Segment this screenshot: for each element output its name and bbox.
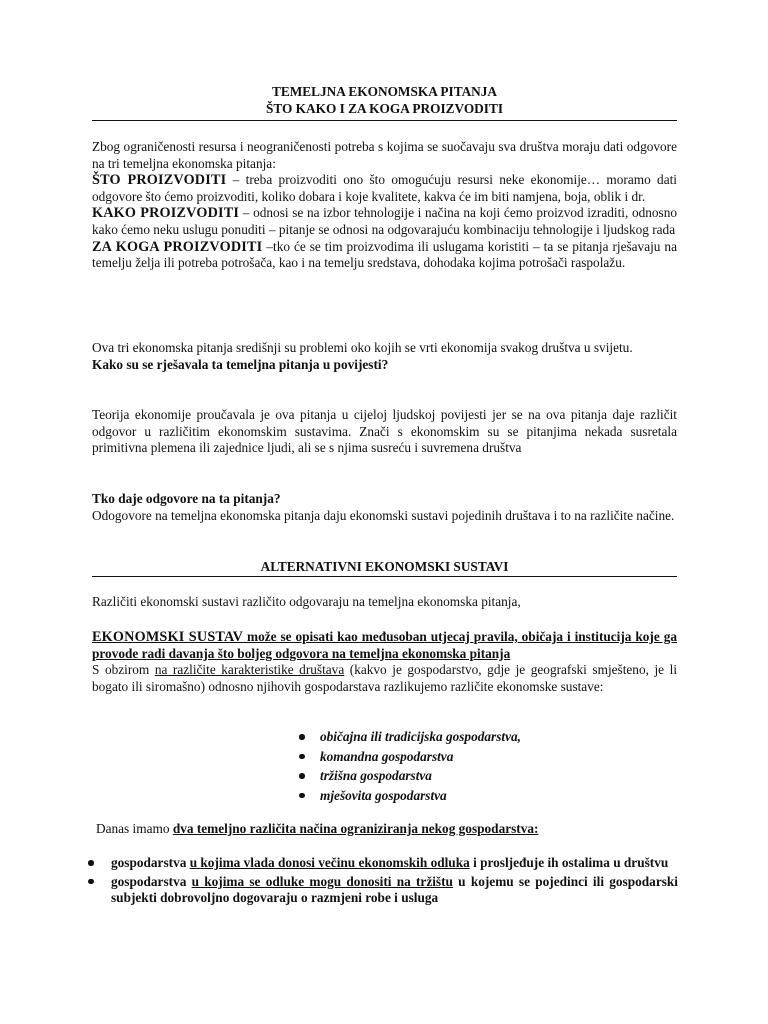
list-item: običajna ili tradicijska gospodarstva, (290, 729, 690, 749)
question-what-text: – treba proizvoditi ono što omogućuju resursi neke ekonomije… moramo dati odgovore što ćemo proizvoditi, koliko dobara i koje kvalitete, kakva će im biti namjena, boja, oblik i dr. (92, 172, 677, 204)
way-underlined: u kojima se odluke mogu donositi na tržištu (191, 873, 453, 889)
way-rest: u kojemu se pojedinci ili gospodarski subjekti dobrovoljno dogovaraju o razmjeni robe i usluga (111, 873, 678, 906)
list-item: tržišna gospodarstva (290, 768, 690, 788)
question-how-text: – odnosi se na izbor tehnologije i načina na koji ćemo proizvod izraditi, odnosno kako ćemo neku uslugu ponuditi – pitanje se odnosi na odgovarajuću kombinaciju tehnologije i ljudskog rada (92, 205, 678, 237)
systems-intro-block (92, 594, 677, 611)
page-title-line2: ŠTO KAKO I ZA KOGA PROIZVODITI (265, 101, 504, 116)
who-answer: Odogovore na temeljna ekonomska pitanja daju ekonomski sustavi pojedinih društava i to na različite načine. (92, 507, 675, 523)
who-question: Tko daje odgovore na ta pitanja? (92, 491, 281, 506)
question-for-whom (92, 239, 677, 272)
question-how (92, 205, 677, 238)
list-item (84, 874, 678, 907)
economic-system-definition (92, 629, 677, 662)
obzirom-paragraph (92, 662, 677, 695)
way-rest: i prosljeđuje ih ostalima u društvu (469, 855, 669, 870)
list-item: mješovita gospodarstva (290, 788, 690, 808)
obzirom-underlined: na različite karakteristike društava (154, 662, 345, 678)
danas-paragraph (96, 821, 681, 838)
section-history (92, 407, 677, 457)
title-underline (92, 120, 677, 121)
list-item (84, 855, 678, 872)
section-title-underline (92, 576, 677, 577)
organization-ways-list (84, 855, 678, 909)
systems-list (290, 729, 690, 807)
history-paragraph: Teorija ekonomije proučavala je ova pitanja u cijeloj ljudskoj povijesti jer se na ova pitanja daje različit odgovor u različitim ekonomskim sustavima. Znači s ekonomskim su se pitanjima nekada susretala primitivna plemena ili zajednice ljudi, ali se s njima susreću i suvremena društva (92, 407, 677, 456)
section-basic-questions (92, 139, 677, 272)
section-central-problems (92, 340, 677, 373)
intro-paragraph: Zbog ograničenosti resursa i neograničenosti potreba s kojima se suočavaju sva društva moraju dati odgovore na tri temeljna ekonomska pitanja: (92, 139, 677, 171)
systems-intro: Različiti ekonomski sustavi različito odgovaraju na temeljna ekonomska pitanja, (92, 594, 521, 609)
way-start: gospodarstva (111, 855, 190, 870)
page-title-line1: TEMELJNA EKONOMSKA PITANJA (271, 84, 498, 99)
section-title-alternative-systems: ALTERNATIVNI EKONOMSKI SUSTAVI (260, 559, 509, 574)
question-for-whom-term: ZA KOGA PROIZVODITI (92, 238, 263, 255)
obzirom-start: S obzirom (92, 662, 155, 678)
question-for-whom-text: –tko će se tim proizvodima ili uslugama koristiti – ta se pitanja rješavaju na temelju želja ili potreba potrošača, kao i na temelju sredstava, dohodaka kojima potrošači raspolažu. (92, 238, 677, 271)
question-what-term: ŠTO PROIZVODITI (92, 172, 227, 189)
history-question: Kako su se rješavala ta temeljna pitanja u povijesti? (92, 356, 389, 372)
danas-block (96, 821, 681, 838)
definition-block (92, 629, 677, 695)
danas-bold: dva temeljno različita načina ograniziranja nekog gospodarstva: (172, 821, 539, 836)
list-item: komandna gospodarstva (290, 749, 690, 769)
question-how-term: KAKO PROIZVODITI (92, 205, 240, 222)
way-underlined: u kojima vlada donosi večinu ekonomskih odluka (189, 855, 470, 870)
definition-term: EKONOMSKI SUSTAV (92, 629, 244, 645)
definition-rest: može se opisati kao međusoban utjecaj pravila, običaja i institucija koje ga provode radi davanja što boljeg odgovora na temeljna ekonomska pitanja (92, 629, 677, 661)
section-who-answers (92, 491, 677, 524)
obzirom-rest: (kakvo je gospodarstvo, gdje je geografski smješteno, je li bogato ili siromašno) odnosno njihovih gospodarstava razlikujemo različite ekonomske sustave: (92, 662, 678, 694)
central-paragraph: Ova tri ekonomska pitanja središnji su problemi oko kojih se vrti ekonomija svakog društva u svijetu. (92, 340, 633, 355)
question-what (92, 172, 677, 205)
way-start: gospodarstva (111, 873, 192, 889)
danas-start: Danas imamo (96, 821, 173, 836)
